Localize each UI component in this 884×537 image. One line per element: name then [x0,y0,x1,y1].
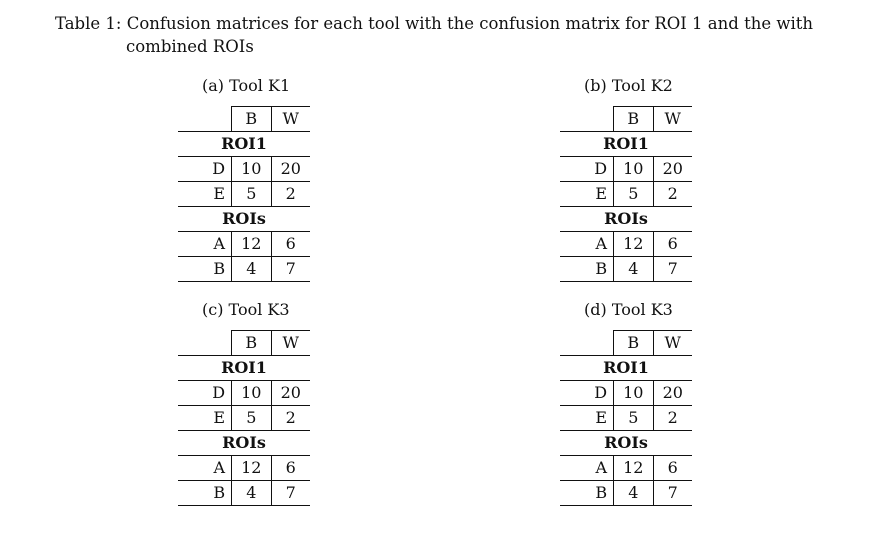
section-label: ROI1 [560,132,692,157]
cell-value: 4 [232,481,271,506]
corner-cell [560,331,614,356]
subtable-title: (b) Tool K2 [584,76,673,95]
table-row [178,182,310,207]
subtable-title: (d) Tool K3 [584,300,673,319]
row-label: A [178,232,232,257]
cell-value: 10 [232,157,271,182]
cell-value: 6 [653,456,692,481]
column-header: W [653,107,692,132]
cell-value: 12 [232,456,271,481]
corner-cell [560,107,614,132]
cell-value: 10 [614,381,653,406]
cell-value: 20 [653,157,692,182]
column-header: B [232,331,271,356]
cell-value: 12 [614,456,653,481]
cell-value: 6 [271,456,310,481]
column-header: B [614,107,653,132]
confusion-matrix [178,106,310,282]
table-row [178,481,310,506]
row-label: E [560,182,614,207]
confusion-matrix [560,330,692,506]
section-row [178,207,310,232]
column-header: B [232,107,271,132]
cell-value: 10 [232,381,271,406]
section-row [560,132,692,157]
table-row [560,257,692,282]
cell-value: 7 [271,481,310,506]
cell-value: 4 [232,257,271,282]
table-row [178,456,310,481]
cell-value: 20 [271,157,310,182]
row-label: E [178,406,232,431]
corner-cell [178,107,232,132]
row-label: D [560,157,614,182]
table-row [560,481,692,506]
row-label: D [560,381,614,406]
section-row [178,356,310,381]
section-label: ROIs [560,207,692,232]
cell-value: 6 [653,232,692,257]
cell-value: 7 [653,481,692,506]
cell-value: 4 [614,257,653,282]
section-label: ROIs [178,431,310,456]
section-label: ROIs [560,431,692,456]
cell-value: 12 [232,232,271,257]
cell-value: 20 [271,381,310,406]
table-row [560,182,692,207]
row-label: E [178,182,232,207]
caption-line-2: combined ROIs [126,37,254,56]
section-label: ROIs [178,207,310,232]
section-row [560,356,692,381]
row-label: B [178,257,232,282]
column-header: W [653,331,692,356]
header-row [178,331,310,356]
section-row [560,431,692,456]
caption-line-1: Table 1: Confusion matrices for each tool with the confusion matrix for ROI 1 and the with [55,14,813,33]
table-caption [55,12,845,58]
confusion-matrix [178,330,310,506]
cell-value: 12 [614,232,653,257]
section-row [178,132,310,157]
row-label: D [178,381,232,406]
table-row [560,232,692,257]
table-row [178,406,310,431]
subtable-title: (a) Tool K1 [202,76,291,95]
row-label: A [560,456,614,481]
row-label: B [178,481,232,506]
section-row [560,207,692,232]
section-label: ROI1 [178,132,310,157]
cell-value: 4 [614,481,653,506]
row-label: B [560,257,614,282]
table-row [560,381,692,406]
table-row [560,406,692,431]
section-label: ROI1 [560,356,692,381]
cell-value: 10 [614,157,653,182]
cell-value: 5 [614,182,653,207]
header-row [178,107,310,132]
column-header: B [614,331,653,356]
table-row [560,157,692,182]
cell-value: 5 [232,182,271,207]
cell-value: 2 [653,406,692,431]
cell-value: 5 [614,406,653,431]
corner-cell [178,331,232,356]
cell-value: 2 [271,406,310,431]
cell-value: 2 [271,182,310,207]
row-label: D [178,157,232,182]
section-row [178,431,310,456]
cell-value: 20 [653,381,692,406]
row-label: A [560,232,614,257]
subtable-title: (c) Tool K3 [202,300,290,319]
section-label: ROI1 [178,356,310,381]
cell-value: 6 [271,232,310,257]
confusion-matrix [560,106,692,282]
column-header: W [271,331,310,356]
row-label: B [560,481,614,506]
cell-value: 7 [653,257,692,282]
cell-value: 7 [271,257,310,282]
column-header: W [271,107,310,132]
row-label: E [560,406,614,431]
table-row [178,381,310,406]
header-row [560,107,692,132]
row-label: A [178,456,232,481]
table-row [178,257,310,282]
header-row [560,331,692,356]
table-row [178,157,310,182]
table-row [178,232,310,257]
cell-value: 2 [653,182,692,207]
table-row [560,456,692,481]
cell-value: 5 [232,406,271,431]
